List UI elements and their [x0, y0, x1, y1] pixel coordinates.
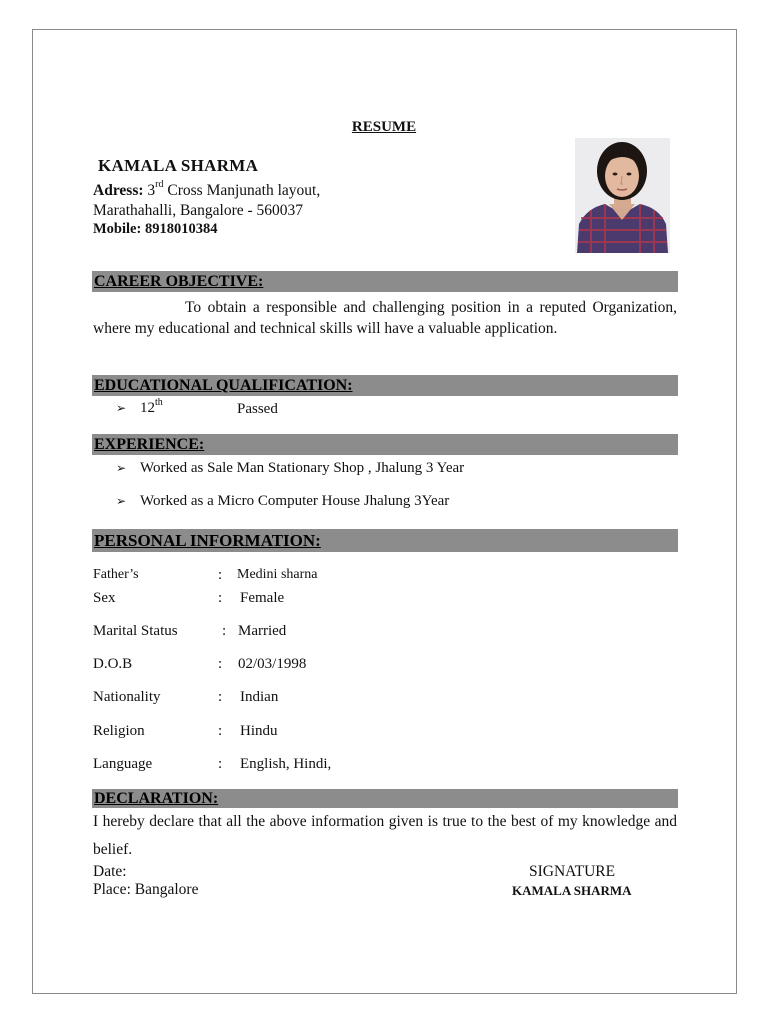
- personal-label-father: Father’s: [93, 567, 139, 582]
- personal-colon: :: [218, 756, 223, 772]
- address-ordinal: rd: [155, 179, 164, 190]
- personal-colon: :: [222, 623, 227, 639]
- arrow-bullet-icon: ➢: [116, 494, 127, 508]
- personal-label-nationality: Nationality: [93, 689, 161, 705]
- signature-name: KAMALA SHARMA: [512, 883, 632, 898]
- personal-value-religion: Hindu: [240, 723, 278, 739]
- personal-label-religion: Religion: [93, 723, 145, 739]
- education-level-ordinal: th: [155, 397, 163, 408]
- personal-colon: :: [218, 567, 223, 583]
- experience-item: [116, 493, 449, 510]
- personal-value-dob: 02/03/1998: [238, 656, 307, 672]
- personal-colon: :: [218, 723, 223, 739]
- career-objective-text: To obtain a responsible and challenging position in a reputed Organization, where my educational and technical skills will have a valuable application.: [93, 299, 677, 337]
- arrow-bullet-icon: ➢: [116, 401, 127, 415]
- personal-label-marital-status: Marital Status: [93, 623, 178, 639]
- profile-photo-illustration: [575, 138, 670, 253]
- personal-value-father: Medini sharna: [237, 567, 318, 582]
- personal-label-language: Language: [93, 756, 153, 772]
- section-heading-education: EDUCATIONAL QUALIFICATION:: [92, 375, 678, 396]
- profile-photo: [575, 138, 670, 253]
- mobile-number: Mobile: 8918010384: [93, 221, 218, 237]
- personal-value-nationality: Indian: [240, 689, 279, 705]
- personal-label-dob: D.O.B: [93, 656, 133, 672]
- personal-label-sex: Sex: [93, 590, 116, 606]
- personal-colon: :: [218, 590, 223, 606]
- address-number: 3: [147, 182, 156, 199]
- experience-text: Worked as a Micro Computer House Jhalung 3Year: [140, 493, 450, 509]
- personal-colon: :: [218, 656, 223, 672]
- personal-value-sex: Female: [240, 590, 285, 606]
- section-heading-career-objective: CAREER OBJECTIVE:: [92, 271, 678, 292]
- arrow-bullet-icon: ➢: [116, 461, 127, 475]
- experience-item: [116, 460, 464, 477]
- personal-value-marital-status: Married: [238, 623, 287, 639]
- address-line-2: Marathahalli, Bangalore - 560037: [93, 202, 304, 219]
- candidate-name: KAMALA SHARMA: [98, 156, 259, 175]
- experience-text: Worked as Sale Man Stationary Shop , Jhalung 3 Year: [140, 460, 465, 476]
- section-heading-personal-information: PERSONAL INFORMATION:: [92, 529, 678, 552]
- education-level: 12: [140, 400, 155, 416]
- declaration-place: Place: Bangalore: [93, 881, 199, 898]
- declaration-text: I hereby declare that all the above information given is true to the best of my knowledge and belief.: [93, 813, 677, 858]
- address-street: Cross Manjunath layout,: [167, 182, 321, 199]
- resume-title: RESUME: [351, 119, 417, 135]
- personal-colon: :: [218, 689, 223, 705]
- education-item: [116, 397, 163, 417]
- address-label: Adress:: [93, 182, 144, 199]
- declaration-date: Date:: [93, 863, 127, 880]
- address-line-1: [93, 179, 321, 200]
- personal-value-language: English, Hindi,: [240, 756, 332, 772]
- section-heading-declaration: DECLARATION:: [92, 789, 678, 808]
- section-heading-experience: EXPERIENCE:: [92, 434, 678, 455]
- signature-label: SIGNATURE: [529, 863, 616, 880]
- education-status: Passed: [237, 401, 278, 417]
